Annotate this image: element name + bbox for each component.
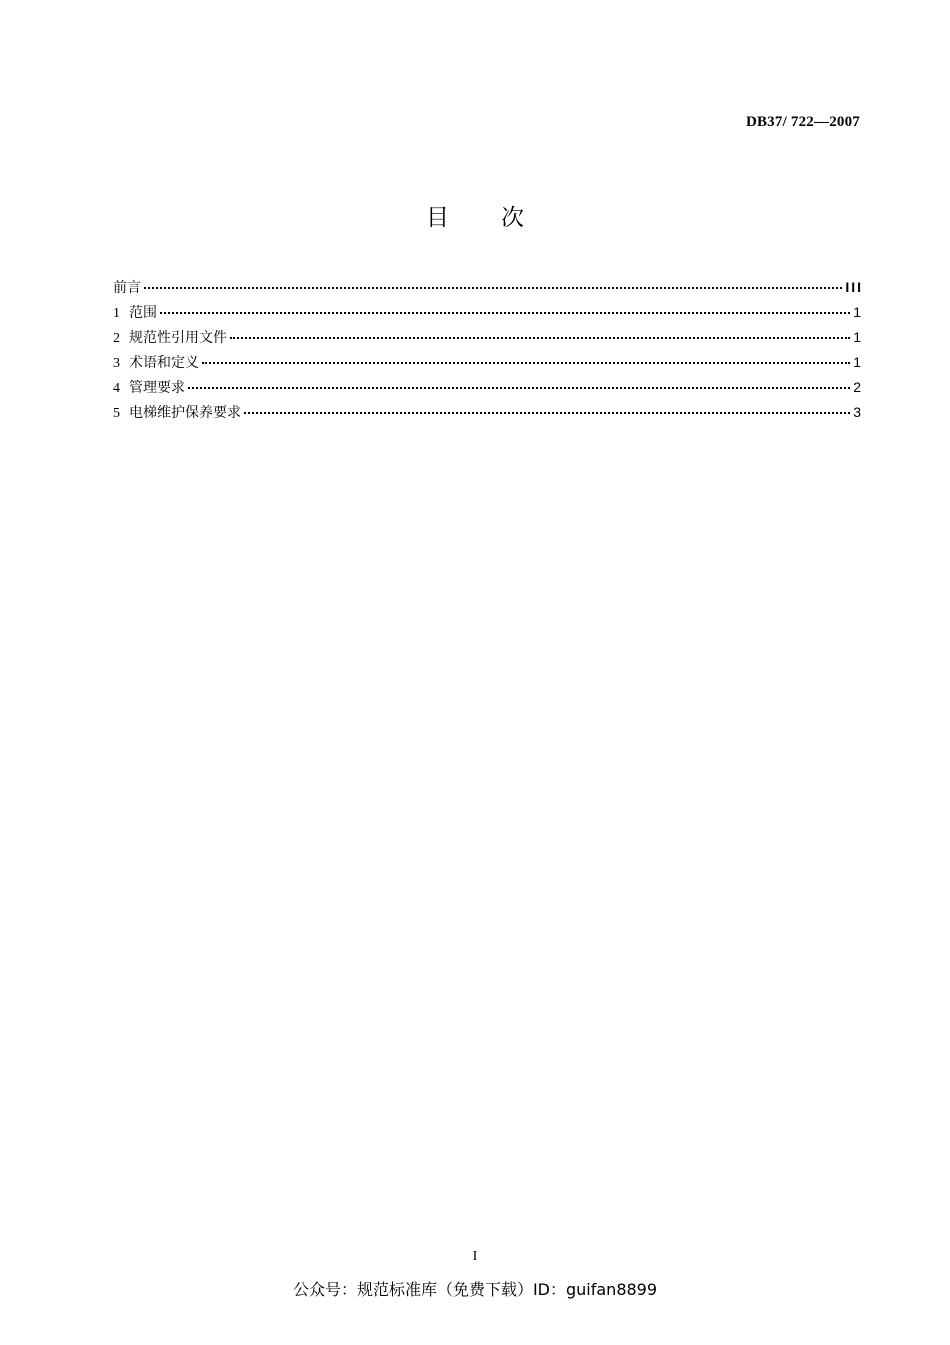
toc-dot-leader [144,287,842,289]
toc-entry-label: 术语和定义 [129,355,199,371]
toc-entry-terms-definitions[interactable] [113,352,861,377]
table-of-contents [113,277,861,427]
toc-entry-page: 2 [853,379,861,395]
page-number: I [472,1249,478,1264]
toc-dot-leader [188,387,850,389]
toc-entry-foreword[interactable] [113,277,861,302]
toc-entry-scope[interactable] [113,302,861,327]
toc-entry-label: 管理要求 [129,380,185,396]
toc-dot-leader [160,312,850,314]
toc-entry-page: 1 [853,329,861,345]
toc-entry-page: 1 [853,304,861,320]
toc-entry-page: III [845,279,863,295]
toc-entry-label: 规范性引用文件 [129,330,227,346]
toc-entry-management-requirements[interactable] [113,377,861,402]
toc-entry-page: 1 [853,354,861,370]
toc-dot-leader [244,412,850,414]
title-char-1: 目 [426,205,449,231]
toc-entry-number: 3 [113,356,120,371]
toc-entry-maintenance-requirements[interactable] [113,402,861,427]
page-title [0,199,950,232]
toc-entry-page: 3 [853,404,861,420]
toc-entry-number: 4 [113,381,120,396]
toc-entry-label: 电梯维护保养要求 [129,405,241,421]
footer-note: 公众号：规范标准库（免费下载）ID：guifan8899 [292,1280,658,1299]
toc-entry-number: 1 [113,306,120,321]
toc-entry-normative-references[interactable] [113,327,861,352]
toc-entry-label: 前言 [113,280,141,296]
toc-dot-leader [202,362,850,364]
title-char-2: 次 [501,205,524,231]
standard-code: DB37/ 722—2007 [745,114,860,130]
toc-entry-number: 5 [113,406,120,421]
toc-entry-number: 2 [113,331,120,346]
toc-entry-label: 范围 [129,305,157,321]
toc-dot-leader [230,337,850,339]
